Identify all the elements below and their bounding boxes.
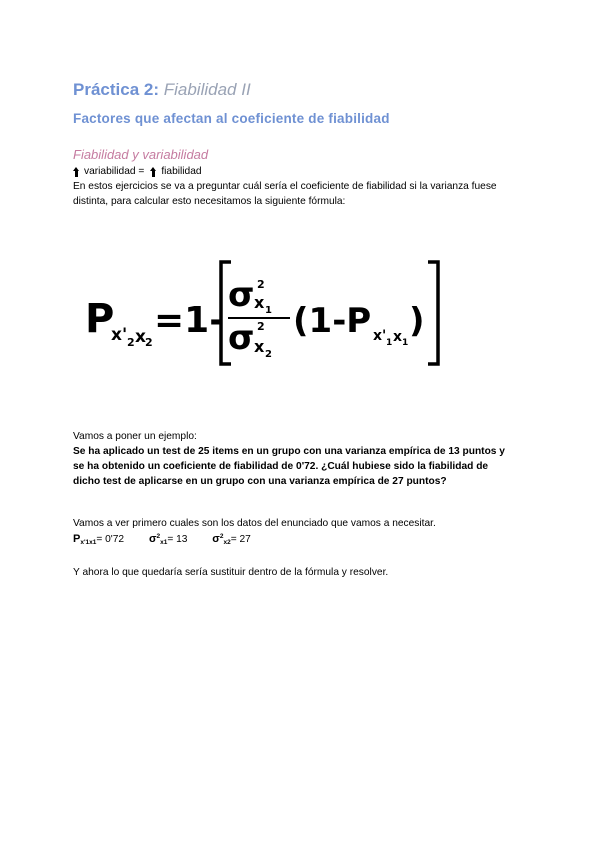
formula-denominator-square: 2	[257, 320, 265, 333]
formula-rhs-close: )	[409, 301, 425, 341]
relation-right-text: fiabilidad	[161, 166, 202, 177]
formula-rhs-sub-n1: 1	[386, 338, 393, 348]
formula-lhs-sub-x-prime: x'	[111, 325, 128, 345]
formula-equals-one-minus: =1-	[154, 300, 225, 341]
formula-lhs-sub-x: x	[135, 327, 146, 347]
example-lead: Vamos a poner un ejemplo:	[73, 431, 197, 442]
formula-numerator-sub-n: 1	[265, 305, 272, 316]
arrow-up-icon	[150, 167, 157, 177]
closing-paragraph: Y ahora lo que quedaría sería sustituir dentro de la fórmula y resolver.	[73, 567, 389, 578]
sigma-subscript: x1	[160, 539, 168, 546]
formula-denominator-sub-x: x	[254, 337, 265, 356]
variance-1-value: = 13	[167, 534, 188, 545]
data-values	[73, 533, 273, 546]
formula-rhs-sub-x: x	[393, 329, 403, 345]
intro-paragraph: En estos ejercicios se va a preguntar cuál sería el coeficiente de fiabilidad si la varianza fuese distinta, para calcular esto necesitamos la siguiente fórmula:	[73, 181, 497, 207]
page-title	[73, 80, 251, 100]
data-variance-1	[149, 533, 188, 546]
example-problem: Se ha aplicado un test de 25 items en un grupo con una varianza empírica de 13 puntos y se ha obtenido un coeficiente de fiabilidad de 0'72. ¿Cuál hubiese sido la fiabilidad de dicho test de aplicarse en un grupo con una varianza empírica de 27 puntos?	[73, 446, 505, 487]
formula-lhs-sub-n1: 2	[127, 336, 135, 349]
variance-2-value: = 27	[230, 534, 251, 545]
arrow-up-icon	[73, 167, 80, 177]
data-reliability	[73, 533, 124, 546]
p-value: = 0'72	[96, 534, 125, 545]
formula-lhs-p: P	[85, 296, 115, 342]
formula-numerator-sub-x: x	[254, 293, 265, 312]
p-subscript: x'1x1	[80, 539, 97, 546]
title-practice-number: Práctica 2:	[73, 80, 159, 99]
data-variance-2	[212, 533, 251, 546]
section-heading: Fiabilidad y variabilidad	[73, 147, 209, 162]
reliability-formula	[85, 256, 445, 368]
formula-denominator-sub-n: 2	[265, 349, 272, 360]
sigma-superscript: 2	[219, 533, 224, 540]
formula-lhs-sub-n2: 2	[145, 336, 153, 349]
sigma-superscript: 2	[156, 533, 161, 540]
variability-relation	[73, 164, 202, 179]
p-symbol: P	[73, 533, 81, 545]
formula-denominator-sigma: σ	[228, 318, 255, 358]
right-bracket	[428, 262, 438, 364]
sigma-subscript: x2	[223, 539, 231, 546]
formula-rhs-open: (1-P	[293, 301, 372, 341]
sigma-symbol: σ	[148, 533, 157, 545]
formula-rhs-sub-x-prime: x'	[373, 328, 387, 344]
data-lead: Vamos a ver primero cuales son los datos del enunciado que vamos a necesitar.	[73, 518, 436, 529]
title-topic: Fiabilidad II	[163, 80, 251, 99]
page-subtitle: Factores que afectan al coeficiente de fiabilidad	[73, 111, 390, 126]
formula-numerator-sigma: σ	[228, 275, 255, 315]
relation-left-text: variabilidad =	[84, 166, 145, 177]
formula-numerator-square: 2	[257, 278, 265, 291]
sigma-symbol: σ	[212, 533, 220, 545]
formula-rhs-sub-n2: 1	[402, 338, 409, 348]
